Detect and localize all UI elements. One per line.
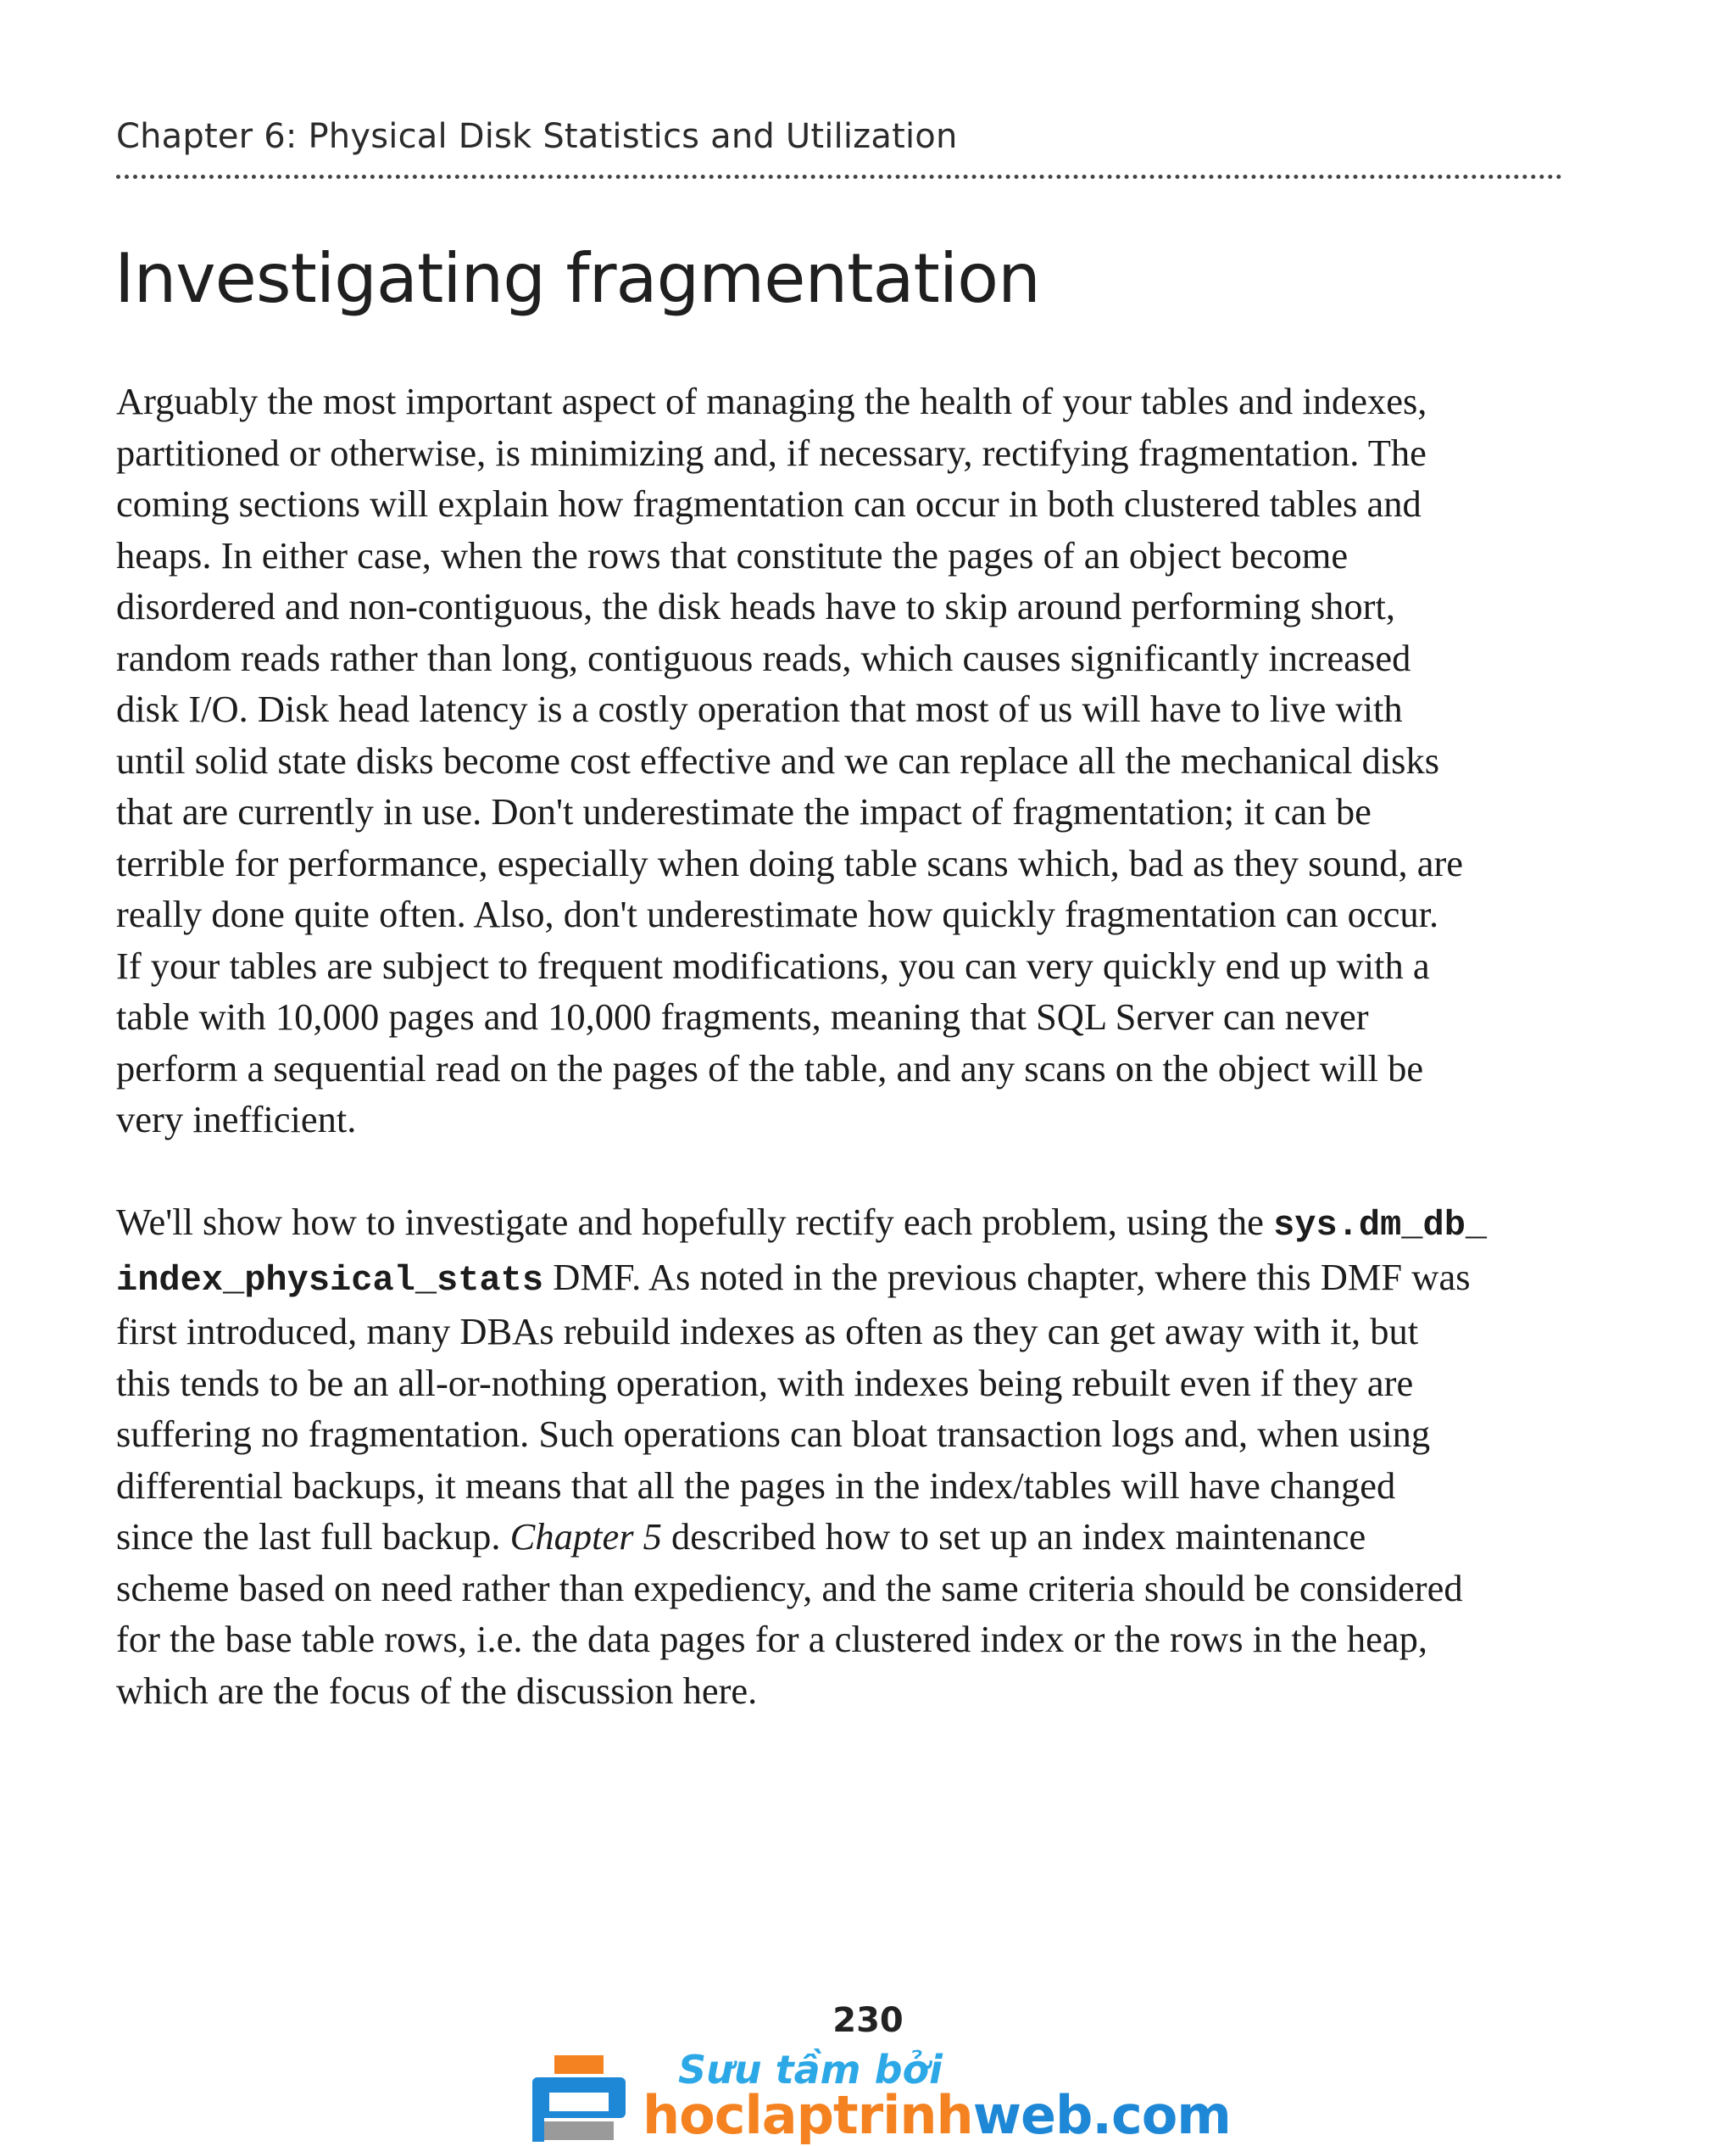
paragraph-line: this tends to be an all-or-nothing operation, with indexes being rebuilt even if they are: [116, 1361, 1414, 1404]
header-divider: [116, 175, 1562, 179]
paragraph-line: perform a sequential read on the pages of the table, and any scans on the object will be: [116, 1046, 1424, 1090]
paragraph-line: until solid state disks become cost effective and we can replace all the mechanical disks: [116, 739, 1440, 782]
page-number: 230: [832, 2001, 904, 2040]
inline-code: sys.dm_db_: [1273, 1205, 1488, 1246]
running-header: Chapter 6: Physical Disk Statistics and Utilization: [116, 117, 958, 156]
paragraph-line: that are currently in use. Don't underestimate the impact of fragmentation; it can be: [116, 790, 1372, 833]
inline-code: index_physical_stats: [116, 1259, 544, 1301]
paragraph-text: DMF. As noted in the previous chapter, where this DMF was: [543, 1255, 1471, 1298]
paragraph-line: suffering no fragmentation. Such operations can bloat transaction logs and, when using: [116, 1413, 1431, 1455]
paragraph-text: described how to set up an index maintenance: [661, 1515, 1366, 1558]
paragraph-text: We'll show how to investigate and hopefully rectify each problem, using the: [116, 1201, 1274, 1243]
paragraph-line: [116, 1196, 1566, 1251]
watermark-site: [643, 2084, 1231, 2146]
paragraph-line: differential backups, it means that all the pages in the index/tables will have changed: [116, 1463, 1396, 1507]
watermark: [532, 2043, 1231, 2146]
paragraph-line: first introduced, many DBAs rebuild indexes as often as they can get away with it, but: [116, 1310, 1419, 1352]
paragraph-2: [116, 1196, 1566, 1716]
paragraph-line: scheme based on need rather than expediency, and the same criteria should be considered: [116, 1566, 1463, 1609]
paragraph-line: really done quite often. Also, don't underestimate how quickly fragmentation can occur.: [116, 893, 1439, 935]
paragraph-line: very inefficient.: [116, 1098, 357, 1140]
paragraph-1: [116, 376, 1566, 1145]
chapter-reference: Chapter 5: [509, 1515, 662, 1558]
paragraph-line: [116, 1511, 1566, 1563]
printer-logo-icon: [532, 2055, 626, 2142]
paragraph-line: If your tables are subject to frequent modifications, you can very quickly end up with a: [116, 944, 1430, 987]
paragraph-line: terrible for performance, especially when doing table scans which, bad as they sound, are: [116, 841, 1464, 884]
paragraph-line: disordered and non-contiguous, the disk heads have to skip around performing short,: [116, 585, 1395, 627]
watermark-site-part1: hoclaptrinh: [643, 2084, 973, 2146]
paragraph-text: since the last full backup.: [116, 1515, 510, 1558]
paragraph-line: Arguably the most important aspect of managing the health of your tables and indexes,: [116, 380, 1427, 422]
paragraph-line: random reads rather than long, contiguous reads, which causes significantly increased: [116, 636, 1411, 679]
paragraph-line: heaps. In either case, when the rows that constitute the pages of an object become: [116, 533, 1349, 577]
watermark-tagline: Sưu tầm bởi: [678, 2047, 943, 2093]
section-title: Investigating fragmentation: [114, 239, 1040, 318]
paragraph-line: coming sections will explain how fragmentation can occur in both clustered tables and: [116, 482, 1422, 525]
paragraph-line: which are the focus of the discussion here.: [116, 1669, 758, 1712]
paragraph-line: [116, 1251, 1566, 1307]
paragraph-line: table with 10,000 pages and 10,000 fragments, meaning that SQL Server can never: [116, 995, 1369, 1038]
paragraph-line: partitioned or otherwise, is minimizing and, if necessary, rectifying fragmentation. The: [116, 431, 1427, 474]
paragraph-line: disk I/O. Disk head latency is a costly operation that most of us will have to live with: [116, 688, 1403, 730]
watermark-site-part2: web.com: [972, 2084, 1231, 2146]
paragraph-line: for the base table rows, i.e. the data pages for a clustered index or the rows in the heap,: [116, 1618, 1428, 1660]
